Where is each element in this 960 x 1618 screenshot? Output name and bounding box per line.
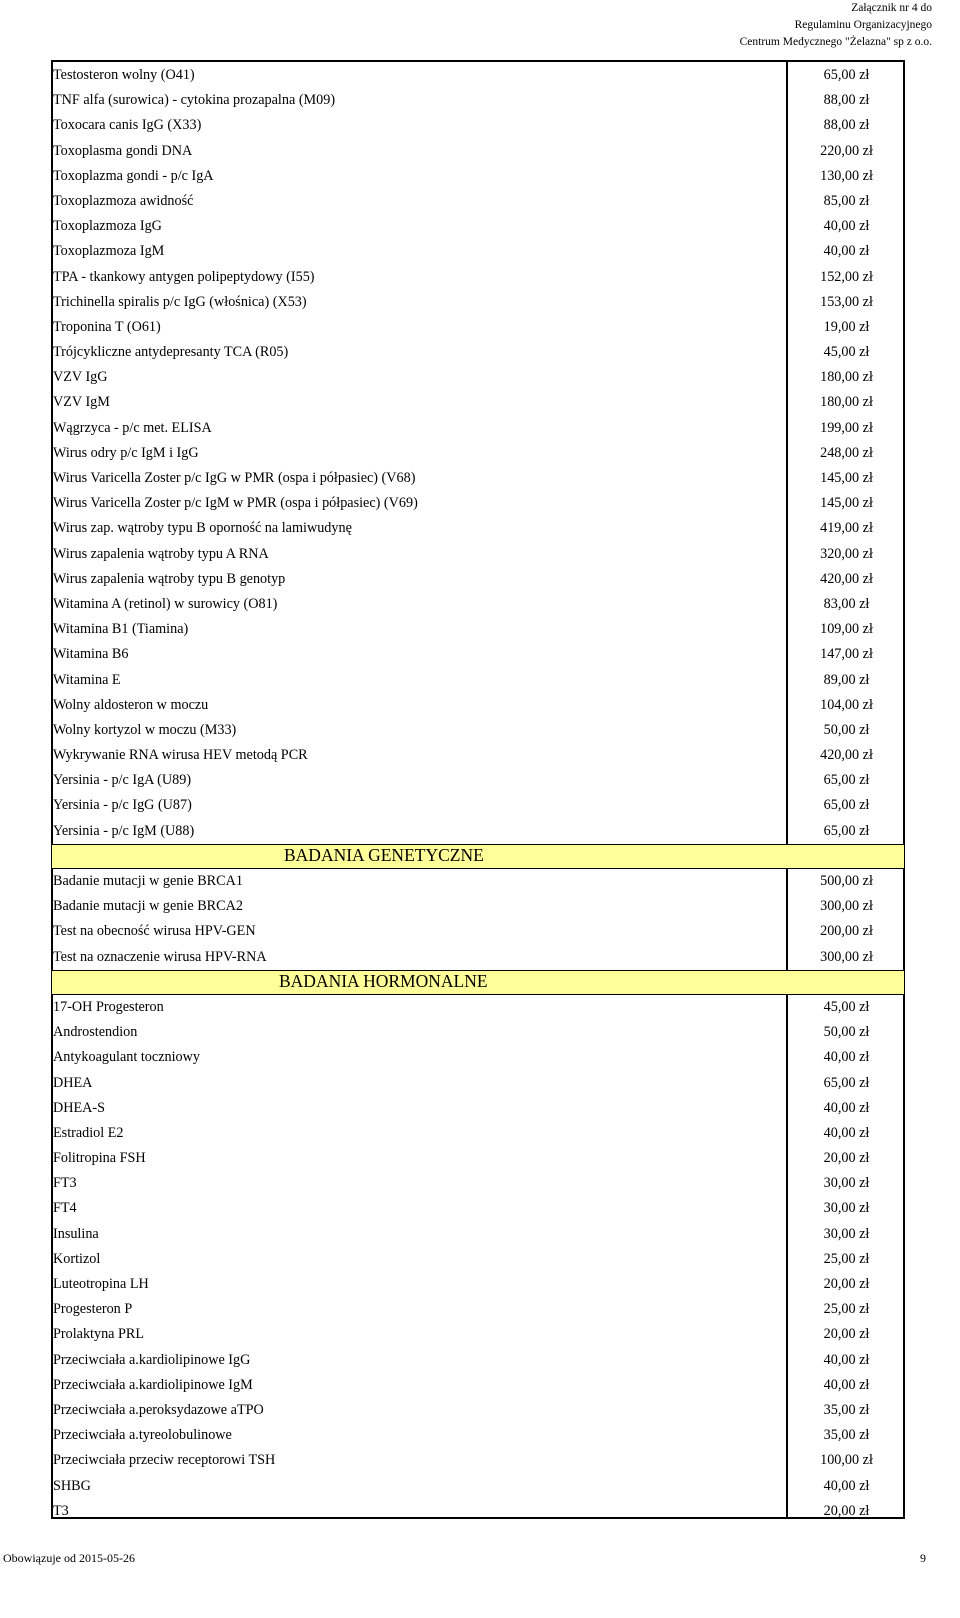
test-price: 153,00 zł [820, 293, 873, 310]
test-name: Test na oznaczenie wirusa HPV-RNA [53, 948, 267, 965]
table-row [53, 189, 903, 214]
test-price: 40,00 zł [823, 1124, 870, 1141]
test-name: Antykoagulant toczniowy [53, 1049, 200, 1066]
table-row [53, 567, 903, 592]
test-name: Trójcykliczne antydepresanty TCA (R05) [53, 344, 289, 361]
table-row [53, 239, 903, 264]
table-row [53, 693, 903, 718]
test-name: Trichinella spiralis p/c IgG (włośnica) (X53) [53, 293, 307, 310]
test-price: 145,00 zł [820, 470, 873, 486]
table-row [53, 1071, 903, 1096]
test-name: Przeciwciała przeciw receptorowi TSH [53, 1452, 276, 1469]
table-row [53, 516, 903, 541]
test-name: Testosteron wolny (O41) [53, 67, 195, 83]
effective-date: Obowiązuje od 2015-05-26 [3, 1551, 135, 1565]
test-price: 83,00 zł [823, 595, 870, 612]
test-price: 65,00 zł [823, 797, 870, 814]
group-hormonal [53, 995, 903, 1524]
table-row [53, 819, 903, 844]
test-price: 40,00 zł [823, 1099, 870, 1116]
test-name: Troponina T (O61) [53, 318, 161, 335]
test-name: Yersinia - p/c IgM (U88) [53, 822, 195, 839]
table-row [53, 617, 903, 642]
test-name: Wolny kortyzol w moczu (M33) [53, 721, 237, 738]
test-name: Witamina E [53, 671, 121, 688]
test-price: 40,00 zł [823, 1351, 870, 1368]
test-name: SHBG [53, 1477, 91, 1494]
table-row [53, 1045, 903, 1070]
test-name: Wykrywanie RNA wirusa HEV metodą PCR [53, 747, 308, 764]
test-price: 45,00 zł [823, 344, 870, 361]
test-price: 30,00 zł [823, 1225, 870, 1242]
test-price: 35,00 zł [823, 1427, 870, 1444]
test-price: 85,00 zł [823, 192, 870, 209]
table-row [53, 668, 903, 693]
test-price: 65,00 zł [823, 772, 870, 789]
table-row [53, 1499, 903, 1524]
section-title-hormonal: BADANIA HORMONALNE [279, 970, 488, 991]
test-price: 180,00 zł [820, 394, 873, 411]
test-name: DHEA [53, 1074, 93, 1091]
table-row [53, 139, 903, 164]
test-name: Wirus zap. wątroby typu B oporność na lamiwudynę [53, 520, 352, 537]
test-price: 500,00 zł [820, 873, 873, 889]
test-price: 200,00 zł [820, 923, 873, 940]
test-name: Prolaktyna PRL [53, 1326, 145, 1343]
table-row [53, 1171, 903, 1196]
test-price: 65,00 zł [823, 1074, 870, 1091]
table-row [53, 113, 903, 138]
table-row [53, 441, 903, 466]
table-row [53, 768, 903, 793]
table-row [53, 1272, 903, 1297]
test-name: Witamina A (retinol) w surowicy (O81) [53, 595, 278, 612]
test-price: 180,00 zł [820, 369, 873, 386]
test-price: 220,00 zł [820, 142, 873, 159]
test-price: 20,00 zł [823, 1276, 870, 1292]
test-name: Przeciwciała a.kardiolipinowe IgG [53, 1351, 251, 1368]
table-row [53, 642, 903, 667]
test-name: Androstendion [53, 1024, 138, 1041]
test-name: Toxoplazmoza IgG [53, 218, 162, 235]
test-price: 40,00 zł [823, 243, 870, 260]
table-row [53, 1398, 903, 1423]
table-row [53, 793, 903, 818]
table-row [53, 718, 903, 743]
test-price: 88,00 zł [823, 117, 870, 134]
test-price: 40,00 zł [823, 1049, 870, 1066]
table-row [53, 995, 903, 1020]
test-name: TPA - tkankowy antygen polipeptydowy (I55) [53, 268, 315, 285]
table-row [53, 1448, 903, 1473]
test-name: Insulina [53, 1225, 99, 1242]
table-row [53, 919, 903, 944]
test-name: Toxoplasma gondi DNA [53, 142, 193, 159]
test-price: 89,00 zł [823, 671, 870, 688]
test-price: 419,00 zł [820, 520, 873, 537]
test-price: 420,00 zł [820, 747, 873, 764]
test-name: VZV IgG [53, 369, 108, 386]
table-row [53, 1096, 903, 1121]
test-price: 45,00 zł [823, 998, 870, 1015]
test-price: 65,00 zł [823, 67, 870, 83]
table-row [53, 1196, 903, 1221]
test-name: Wirus Varicella Zoster p/c IgM w PMR (ospa i półpasiec) (V69) [53, 495, 418, 512]
test-price: 152,00 zł [820, 268, 873, 285]
test-name: Witamina B6 [53, 646, 129, 663]
table-row [53, 1121, 903, 1146]
test-name: VZV IgM [53, 394, 110, 411]
test-price: 50,00 zł [823, 721, 870, 738]
header-line-1: Załącznik nr 4 do [851, 2, 932, 14]
test-name: Estradiol E2 [53, 1124, 124, 1141]
test-name: Toxocara canis IgG (X33) [53, 117, 202, 134]
price-table [51, 60, 905, 1519]
test-name: Luteotropina LH [53, 1276, 149, 1292]
test-name: FT3 [53, 1175, 77, 1192]
table-row [53, 592, 903, 617]
test-name: DHEA-S [53, 1099, 106, 1116]
test-price: 20,00 zł [823, 1502, 870, 1519]
table-row [53, 265, 903, 290]
table-row [53, 164, 903, 189]
test-price: 300,00 zł [820, 948, 873, 965]
test-price: 30,00 zł [823, 1200, 870, 1217]
test-name: Kortizol [53, 1250, 101, 1267]
table-row [53, 945, 903, 970]
test-name: Badanie mutacji w genie BRCA2 [53, 898, 243, 915]
test-name: Witamina B1 (Tiamina) [53, 621, 189, 638]
test-price: 104,00 zł [820, 696, 873, 713]
test-name: Test na obecność wirusa HPV-GEN [53, 923, 256, 940]
test-name: Toxoplazma gondi - p/c IgA [53, 167, 214, 184]
table-row [53, 869, 903, 894]
table-row [53, 1222, 903, 1247]
table-row [53, 743, 903, 768]
test-price: 40,00 zł [823, 1376, 870, 1393]
test-name: Yersinia - p/c IgG (U87) [53, 797, 192, 814]
test-name: Wirus zapalenia wątroby typu A RNA [53, 545, 269, 562]
table-row [53, 88, 903, 113]
section-header-genetic [52, 844, 904, 869]
test-name: Folitropina FSH [53, 1150, 146, 1167]
table-row [53, 1348, 903, 1373]
test-price: 147,00 zł [820, 646, 873, 663]
price-table-rows [53, 63, 903, 1524]
group-general [53, 63, 903, 844]
table-row [53, 542, 903, 567]
test-name: Przeciwciała a.tyreolobulinowe [53, 1427, 232, 1444]
test-name: Yersinia - p/c IgA (U89) [53, 772, 192, 789]
test-price: 20,00 zł [823, 1326, 870, 1343]
test-price: 300,00 zł [820, 898, 873, 915]
table-row [53, 894, 903, 919]
test-name: Progesteron P [53, 1301, 133, 1318]
test-price: 30,00 zł [823, 1175, 870, 1192]
test-price: 19,00 zł [823, 318, 870, 335]
test-name: Badanie mutacji w genie BRCA1 [53, 873, 243, 889]
table-row [53, 365, 903, 390]
test-price: 35,00 zł [823, 1401, 870, 1418]
test-name: Wolny aldosteron w moczu [53, 696, 209, 713]
table-row [53, 290, 903, 315]
test-price: 25,00 zł [823, 1250, 870, 1267]
test-price: 88,00 zł [823, 92, 870, 109]
test-price: 248,00 zł [820, 444, 873, 461]
table-row [53, 1474, 903, 1499]
test-price: 50,00 zł [823, 1024, 870, 1041]
table-row [53, 491, 903, 516]
test-price: 109,00 zł [820, 621, 873, 638]
test-name: Toxoplazmoza IgM [53, 243, 165, 260]
test-price: 40,00 zł [823, 218, 870, 235]
table-row [53, 466, 903, 491]
test-price: 130,00 zł [820, 167, 873, 184]
test-name: Przeciwciała a.kardiolipinowe IgM [53, 1376, 253, 1393]
test-price: 20,00 zł [823, 1150, 870, 1167]
section-title-genetic: BADANIA GENETYCZNE [284, 844, 484, 865]
table-row [53, 1146, 903, 1171]
test-name: Toxoplazmoza awidność [53, 192, 194, 209]
page-number: 9 [920, 1551, 926, 1565]
test-name: Wirus Varicella Zoster p/c IgG w PMR (ospa i półpasiec) (V68) [53, 470, 416, 486]
test-name: TNF alfa (surowica) - cytokina prozapalna (M09) [53, 92, 336, 109]
table-row [53, 390, 903, 415]
test-price: 25,00 zł [823, 1301, 870, 1318]
test-name: Wągrzyca - p/c met. ELISA [53, 419, 212, 436]
table-row [53, 315, 903, 340]
group-genetic [53, 869, 903, 970]
table-row [53, 1322, 903, 1347]
test-price: 420,00 zł [820, 570, 873, 587]
table-row [53, 1020, 903, 1045]
table-row [53, 340, 903, 365]
table-row [53, 1423, 903, 1448]
table-row [53, 214, 903, 239]
test-name: Przeciwciała a.peroksydazowe aTPO [53, 1401, 264, 1418]
test-price: 199,00 zł [820, 419, 873, 436]
test-price: 65,00 zł [823, 822, 870, 839]
test-name: FT4 [53, 1200, 77, 1217]
table-row [53, 1297, 903, 1322]
table-row [53, 63, 903, 88]
test-name: T3 [53, 1502, 69, 1519]
test-price: 145,00 zł [820, 495, 873, 512]
test-price: 100,00 zł [820, 1452, 873, 1469]
test-name: Wirus odry p/c IgM i IgG [53, 444, 199, 461]
section-header-hormonal [52, 970, 904, 995]
header-line-2: Regulaminu Organizacyjnego [794, 19, 932, 31]
test-name: Wirus zapalenia wątroby typu B genotyp [53, 570, 286, 587]
table-row [53, 1373, 903, 1398]
test-name: 17-OH Progesteron [53, 998, 164, 1015]
test-price: 320,00 zł [820, 545, 873, 562]
test-price: 40,00 zł [823, 1477, 870, 1494]
document-header [740, 0, 932, 51]
table-row [53, 416, 903, 441]
header-line-3: Centrum Medycznego "Żelazna" sp z o.o. [739, 36, 932, 48]
table-row [53, 1247, 903, 1272]
